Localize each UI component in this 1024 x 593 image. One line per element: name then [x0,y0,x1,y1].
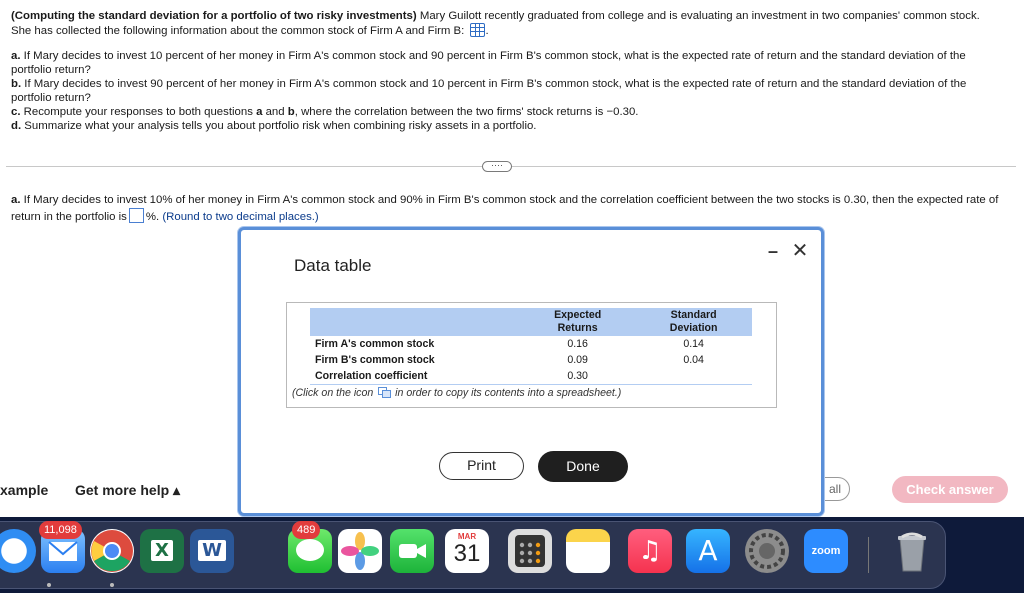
answer-text-2: return in the portfolio is [11,211,127,223]
running-indicator [47,583,51,587]
more-options-button[interactable]: ···· [482,161,512,172]
answer-letter: a. [11,194,21,206]
part-c-ref-b: b [287,106,295,118]
table-header-row [310,308,752,336]
running-indicator [110,583,114,587]
cell-standard-deviation [635,368,752,385]
part-c-letter: c. [11,106,21,118]
calendar-month: MAR [457,532,477,541]
question-intro-2: She has collected the following information about the common stock of Firm A and Firm B: . [11,25,489,37]
row-label: Firm B's common stock [315,354,435,366]
answer-unit: %. [145,211,160,223]
table-row [310,368,752,385]
data-table-icon[interactable] [470,23,485,37]
minimize-button[interactable]: – [767,241,778,261]
system-preferences-icon[interactable] [745,529,789,573]
answer-input[interactable] [129,208,144,223]
cell-expected-return: 0.09 [567,354,588,366]
part-d [11,119,1011,133]
dialog-title: Data table [294,256,372,275]
calendar-day: 31 [453,540,481,567]
facetime-icon[interactable] [390,529,434,573]
macos-dock [0,517,1024,593]
cell-expected-return: 0.30 [520,368,635,385]
word-letter: W [198,540,226,561]
part-d-letter: d. [11,120,22,132]
part-a-text: If Mary decides to invest 10 percent of her money in Firm A's common stock and 90 percent in Firm B's common stock, what is the expected rate of return and the standard deviation of the [23,50,966,62]
data-table[interactable] [310,308,752,385]
zoom-icon[interactable] [804,529,848,573]
question-intro-text-2: She has collected the following information about the common stock of Firm A and Firm B: [11,25,465,37]
question-intro-text: Mary Guilott recently graduated from college and is evaluating an investment in two companies' common stock. [419,10,980,22]
chrome-icon[interactable] [90,529,134,573]
clear-all-button[interactable]: all [810,477,850,501]
copy-note [292,387,621,399]
music-icon[interactable]: ♫ [628,529,672,573]
view-example-link[interactable]: xample [0,482,49,498]
part-a-letter: a. [11,50,21,62]
header-blank [310,308,520,336]
copy-note-start: (Click on the icon [292,387,374,399]
cell-standard-deviation: 0.04 [683,354,704,366]
part-a-text-2: portfolio return? [11,64,91,76]
excel-icon[interactable] [140,529,184,573]
mail-icon[interactable] [41,524,85,573]
part-b-text: If Mary decides to invest 90 percent of her money in Firm A's common stock and 10 percent in Firm B's common stock, what is the expected rate of return and the standard deviation of the [24,78,967,90]
mail-badge: 11,098 [39,521,82,539]
part-b [11,77,1011,105]
row-label: Correlation coefficient [310,368,520,385]
excel-letter: X [151,540,173,561]
data-table-dialog [238,227,824,516]
copy-note-end: in order to copy its contents into a spreadsheet.) [395,387,622,399]
zoom-label: zoom [811,545,841,557]
check-answer-button[interactable]: Check answer [892,476,1008,503]
answer-prompt [11,192,1011,225]
part-c [11,105,1011,119]
copy-icon[interactable] [378,387,390,397]
notes-icon[interactable] [566,529,610,573]
header-expected-returns: Expected Returns [520,308,635,336]
part-d-text: Summarize what your analysis tells you about portfolio risk when combining risky assets in a portfolio. [24,120,537,132]
messages-badge: 489 [292,521,320,539]
question-title: (Computing the standard deviation for a portfolio of two risky investments) [11,10,417,22]
part-b-letter: b. [11,78,22,90]
rounding-hint: (Round to two decimal places.) [162,211,319,223]
trash-icon[interactable] [890,529,934,573]
question-intro [11,9,1011,23]
calculator-icon[interactable] [508,529,552,573]
dock-separator [868,537,869,573]
done-button[interactable]: Done [538,451,628,482]
part-c-ref-a: a [256,106,263,118]
calendar-icon[interactable] [445,529,489,573]
table-row [310,336,752,352]
row-label: Firm A's common stock [315,338,435,350]
question-text [11,9,1011,133]
get-more-help-link[interactable]: Get more help ▴ [75,482,181,498]
app-store-icon[interactable]: A [686,529,730,573]
data-table-panel [286,302,777,408]
print-button[interactable]: Print [439,452,524,480]
header-standard-deviation: Standard Deviation [635,308,752,336]
close-button[interactable]: ✕ [791,240,809,262]
table-row [310,352,752,368]
part-b-text-2: portfolio return? [11,92,91,104]
photos-icon[interactable] [338,529,382,573]
part-c-rest: , where the correlation between the two firms' stock returns is −0.30. [294,106,639,118]
cell-expected-return: 0.16 [567,338,588,350]
word-icon[interactable] [190,529,234,573]
part-c-and: and [265,106,285,118]
part-a [11,49,1011,77]
part-c-text: Recompute your responses to both questions [23,106,253,118]
messages-icon[interactable] [288,524,332,573]
answer-text: If Mary decides to invest 10% of her money in Firm A's common stock and 90% in Firm B's common stock and the correlation coefficient between the two stocks is 0.30, then the expected rate of [23,194,999,206]
cell-standard-deviation: 0.14 [683,338,704,350]
